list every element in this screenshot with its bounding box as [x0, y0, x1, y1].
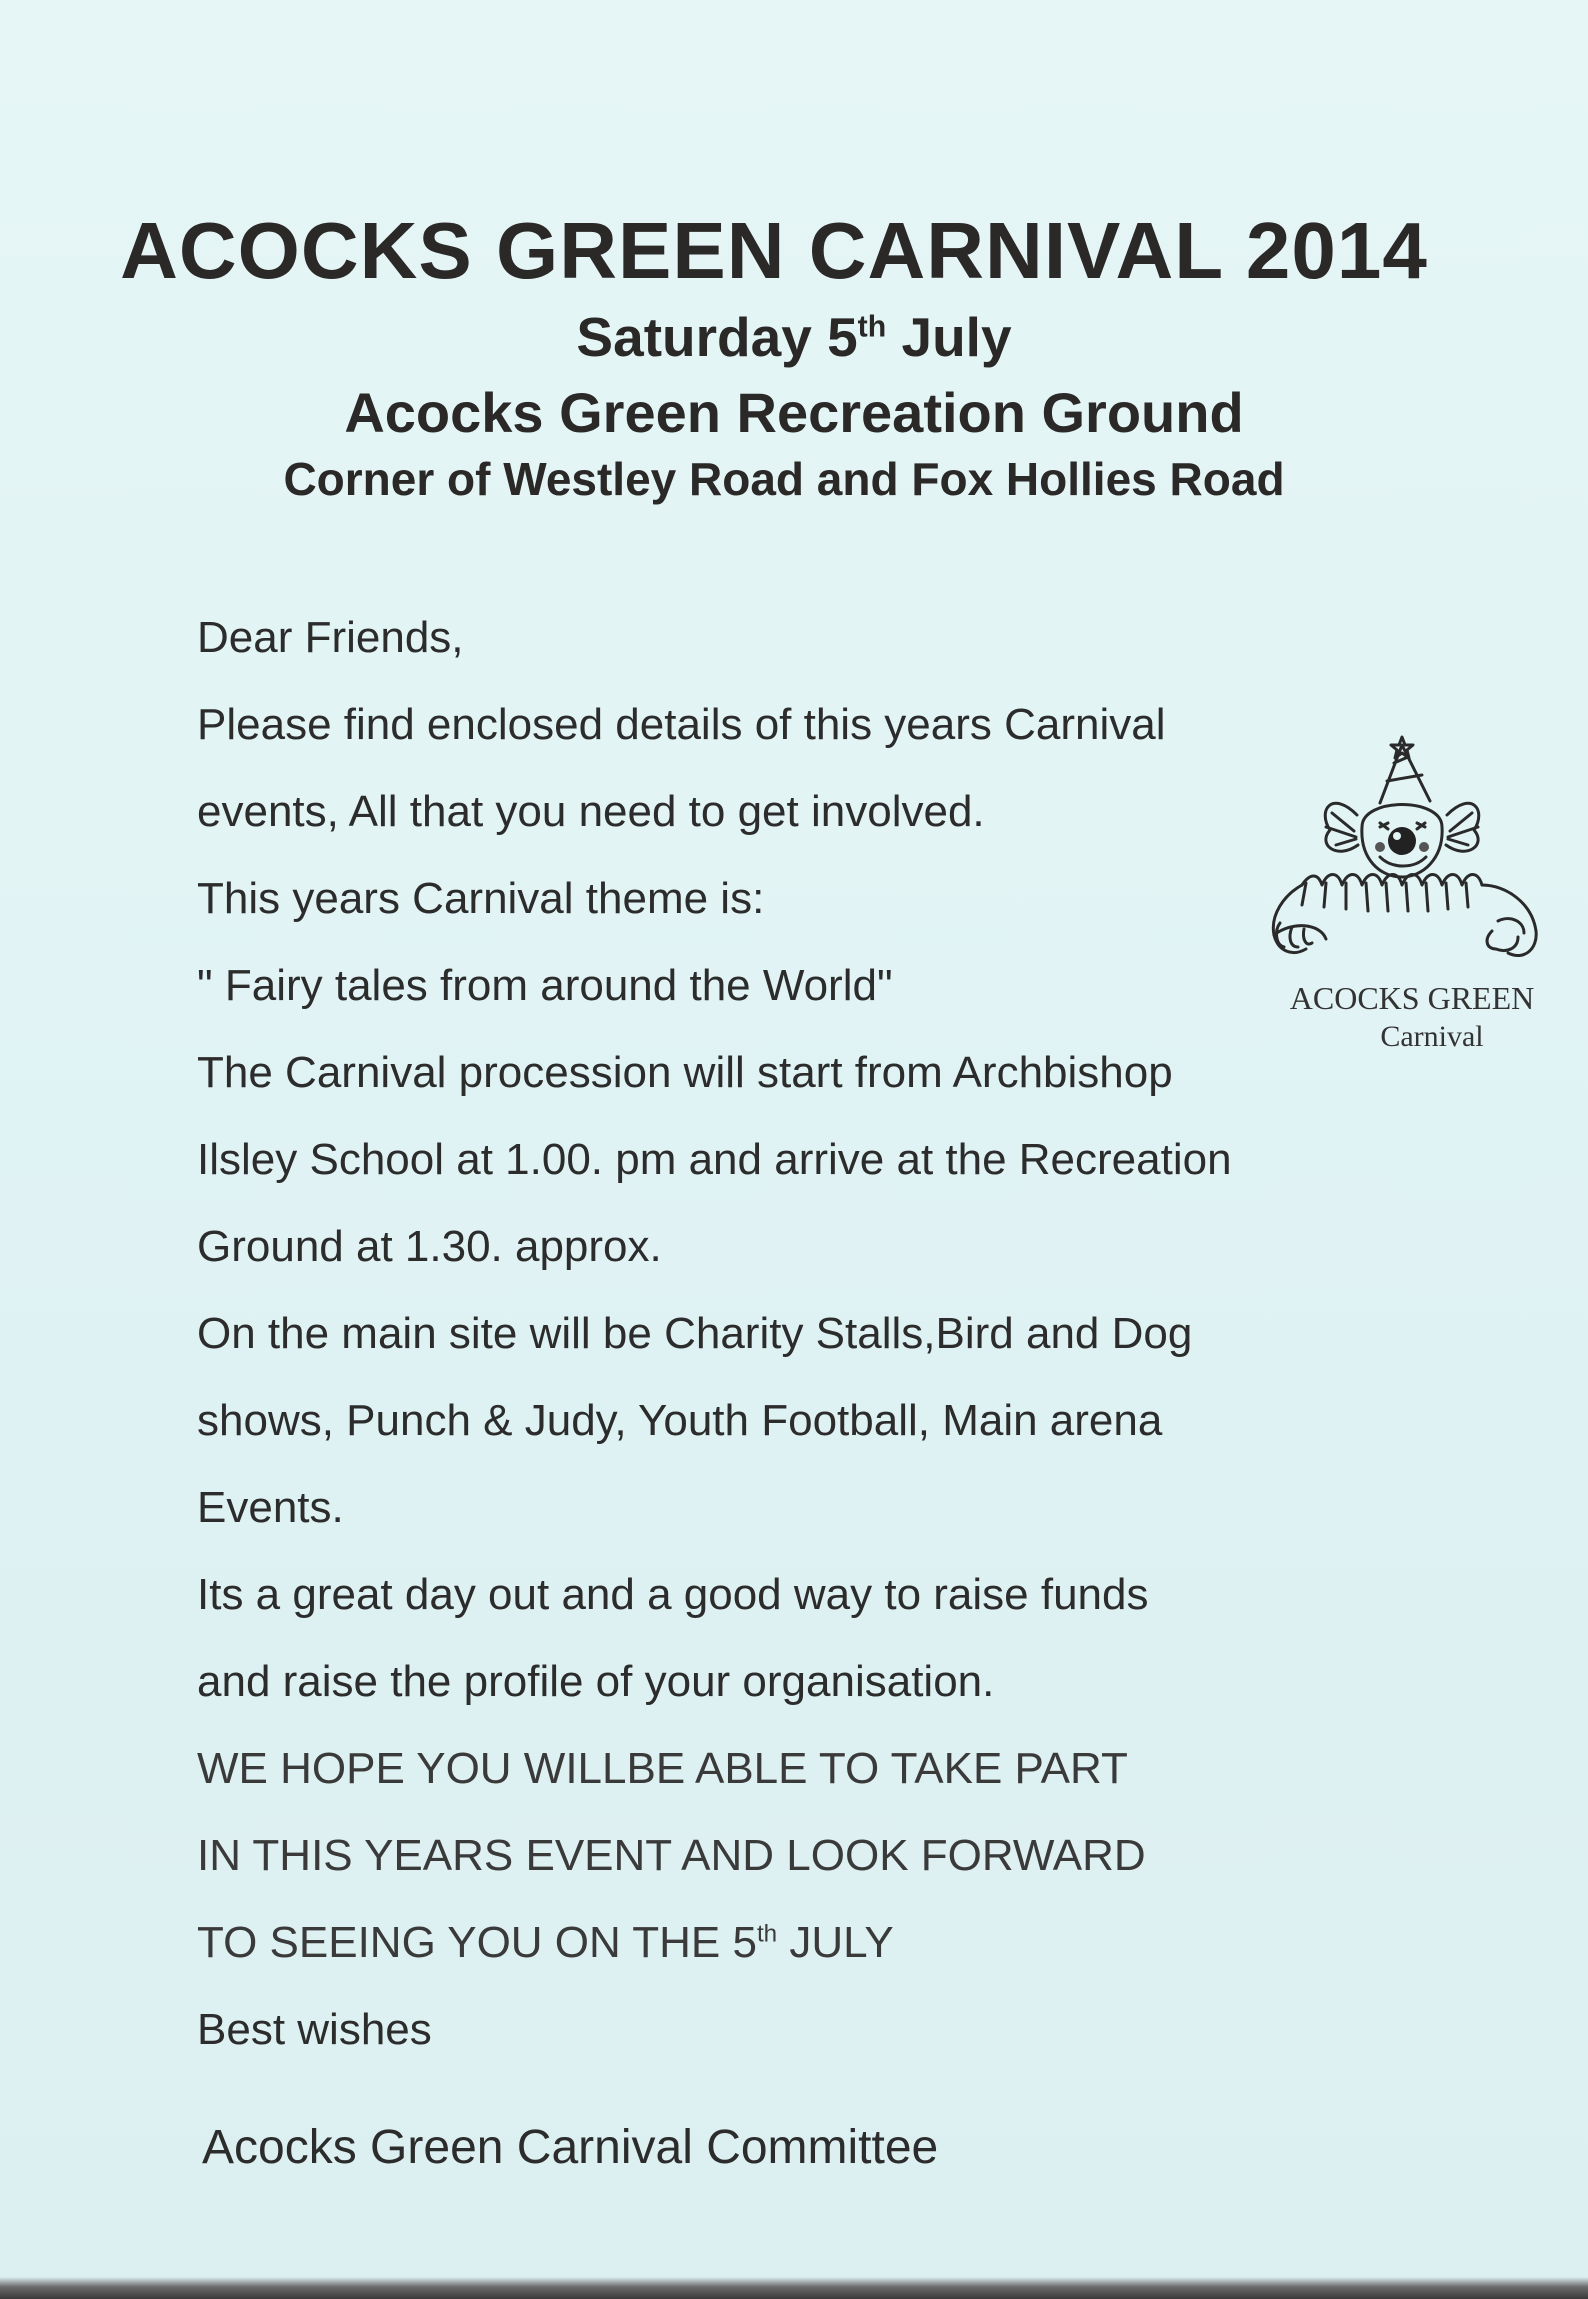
- closing-caps-line: [197, 1918, 894, 1968]
- carnival-logo: [1262, 735, 1562, 1065]
- letter-line: The Carnival procession will start from Archbishop: [197, 1048, 1173, 1097]
- letter-line: and raise the profile of your organisation.: [197, 1657, 995, 1706]
- letter-line: On the main site will be Charity Stalls,Bird and Dog: [197, 1309, 1193, 1358]
- closing-prefix: TO SEEING YOU ON THE 5: [197, 1918, 757, 1967]
- letter-line: Ilsley School at 1.00. pm and arrive at the Recreation: [197, 1135, 1232, 1184]
- logo-subtitle: Carnival: [1380, 1020, 1484, 1053]
- date-prefix: Saturday 5: [576, 306, 858, 368]
- letter-line: Please find enclosed details of this years Carnival: [197, 700, 1166, 749]
- closing-ordinal: th: [756, 1920, 778, 1948]
- letter-line: events, All that you need to get involved.: [197, 787, 985, 836]
- closing-suffix: JULY: [777, 1918, 894, 1967]
- logo-title: ACOCKS GREEN: [1289, 980, 1535, 1016]
- letter-line: This years Carnival theme is:: [197, 874, 765, 923]
- event-venue: Acocks Green Recreation Ground: [344, 381, 1244, 444]
- clown-logo-icon: [1262, 735, 1562, 985]
- greeting: Dear Friends,: [197, 613, 464, 662]
- letter-line: Its a great day out and a good way to raise funds: [197, 1570, 1149, 1619]
- letter-line: Events.: [197, 1483, 344, 1532]
- theme-line: " Fairy tales from around the World": [197, 961, 893, 1010]
- scan-bottom-edge: [0, 2277, 1588, 2299]
- letter-line: Ground at 1.30. approx.: [197, 1222, 662, 1271]
- date-suffix: July: [886, 306, 1012, 368]
- event-address: Corner of Westley Road and Fox Hollies Road: [283, 453, 1285, 505]
- closing-caps-line: WE HOPE YOU WILLBE ABLE TO TAKE PART: [197, 1744, 1128, 1793]
- sign-off: Best wishes: [197, 2005, 432, 2054]
- closing-caps-line: IN THIS YEARS EVENT AND LOOK FORWARD: [197, 1831, 1146, 1880]
- date-ordinal: th: [857, 310, 887, 344]
- event-date: [0, 305, 1588, 369]
- signature: Acocks Green Carnival Committee: [202, 2121, 939, 2174]
- letter-line: shows, Punch & Judy, Youth Football, Main arena: [197, 1396, 1163, 1445]
- page-title: ACOCKS GREEN CARNIVAL 2014: [120, 206, 1428, 295]
